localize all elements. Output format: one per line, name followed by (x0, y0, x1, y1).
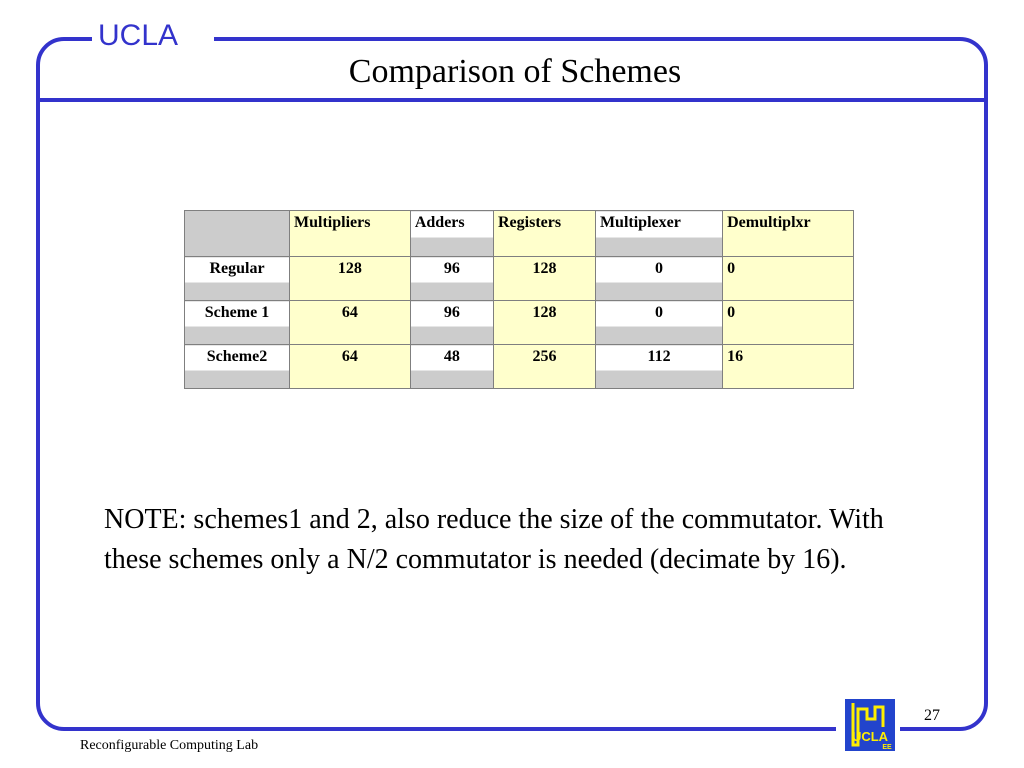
table-header-row (185, 211, 854, 257)
table-cell: 64 (290, 301, 411, 345)
table-cell: 128 (290, 257, 411, 301)
ucla-ee-logo-icon (845, 699, 895, 751)
logo-subtext: EE (882, 744, 892, 751)
header-cell-multipliers: Multipliers (290, 211, 411, 257)
ucla-label: UCLA (98, 19, 179, 52)
table-cell: 128 (493, 257, 595, 301)
header-cell-adders: Adders (410, 211, 493, 257)
header-cell-corner (185, 211, 290, 257)
table-cell: 256 (493, 345, 595, 389)
table-cell: 48 (410, 345, 493, 389)
table-cell: 0 (723, 257, 854, 301)
table-row (185, 345, 854, 389)
table-cell: 0 (723, 301, 854, 345)
table-cell: 112 (595, 345, 722, 389)
table-row (185, 301, 854, 345)
table-cell: 128 (493, 301, 595, 345)
comparison-table (184, 210, 854, 389)
table-cell: 0 (595, 301, 722, 345)
footer-lab-name: Reconfigurable Computing Lab (80, 738, 259, 753)
page-title: Comparison of Schemes (348, 53, 682, 90)
table-cell: 96 (410, 301, 493, 345)
header-cell-demultiplexer: Demultiplxr (723, 211, 854, 257)
table-cell: 0 (595, 257, 722, 301)
table-cell: 64 (290, 345, 411, 389)
title-divider (36, 98, 988, 102)
row-label: Regular (185, 257, 290, 301)
header-cell-registers: Registers (493, 211, 595, 257)
note-text: NOTE: schemes1 and 2, also reduce the size of the commutator. With these schemes only a N/2 commutator is needed (decimate by 16). (104, 504, 884, 575)
row-label: Scheme2 (185, 345, 290, 389)
logo-text: UCLA (851, 729, 889, 744)
table-row (185, 257, 854, 301)
table-cell: 96 (410, 257, 493, 301)
row-label: Scheme 1 (185, 301, 290, 345)
header-cell-multiplexer: Multiplexer (595, 211, 722, 257)
table-cell: 16 (723, 345, 854, 389)
page-number: 27 (924, 707, 940, 724)
